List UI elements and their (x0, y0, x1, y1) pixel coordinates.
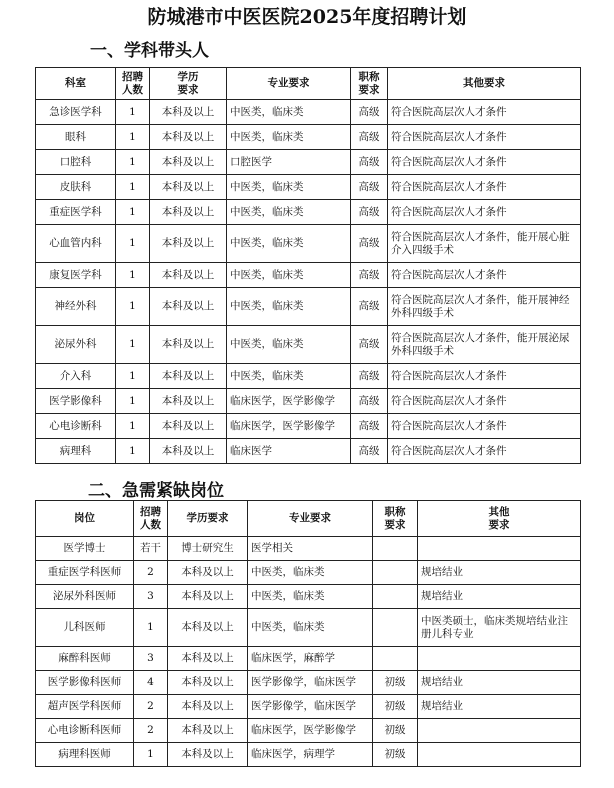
t1-cell: 临床医学 (227, 439, 351, 464)
t1-row (36, 125, 581, 150)
t1-cell: 符合医院高层次人才条件，能开展神经外科四级手术 (388, 288, 581, 326)
t1-cell: 本科及以上 (150, 225, 227, 263)
t2-cell (373, 585, 418, 609)
t2-cell: 博士研究生 (168, 537, 248, 561)
t1-cell: 符合医院高层次人才条件 (388, 175, 581, 200)
t1-cell: 神经外科 (36, 288, 116, 326)
t1-cell: 1 (116, 263, 150, 288)
t1-cell: 高级 (351, 125, 388, 150)
t1-cell: 口腔医学 (227, 150, 351, 175)
t1-cell: 中医类，临床类 (227, 125, 351, 150)
t2-row (36, 561, 581, 585)
t2-cell: 中医类，临床类 (248, 561, 373, 585)
t2-cell: 本科及以上 (168, 671, 248, 695)
t1-header-cell: 科室 (36, 68, 116, 100)
t2-header-cell: 专业要求 (248, 501, 373, 537)
t1-cell: 符合医院高层次人才条件 (388, 364, 581, 389)
t1-header-cell: 专业要求 (227, 68, 351, 100)
t1-cell: 本科及以上 (150, 364, 227, 389)
t1-cell: 高级 (351, 263, 388, 288)
t2-cell: 规培结业 (418, 671, 581, 695)
t1-cell: 本科及以上 (150, 414, 227, 439)
t1-cell: 康复医学科 (36, 263, 116, 288)
t2-cell: 本科及以上 (168, 609, 248, 647)
t1-cell: 1 (116, 288, 150, 326)
t1-cell: 符合医院高层次人才条件，能开展心脏介入四级手术 (388, 225, 581, 263)
t2-cell: 医学相关 (248, 537, 373, 561)
t1-cell: 临床医学，医学影像学 (227, 389, 351, 414)
t1-row (36, 100, 581, 125)
t2-cell: 初级 (373, 743, 418, 767)
t2-cell: 本科及以上 (168, 719, 248, 743)
t2-header-cell: 职称 要求 (373, 501, 418, 537)
t2-cell: 心电诊断科医师 (36, 719, 134, 743)
t2-row (36, 585, 581, 609)
t1-row (36, 263, 581, 288)
t1-cell: 泌尿外科 (36, 326, 116, 364)
t1-row (36, 364, 581, 389)
t1-cell: 1 (116, 326, 150, 364)
t1-header-cell: 职称 要求 (351, 68, 388, 100)
t1-header-cell: 其他要求 (388, 68, 581, 100)
t1-cell: 符合医院高层次人才条件 (388, 125, 581, 150)
t2-row (36, 719, 581, 743)
t1-cell: 本科及以上 (150, 263, 227, 288)
section-heading-discipline-leaders: 一、学科带头人 (90, 41, 209, 61)
t1-row (36, 439, 581, 464)
t1-cell: 本科及以上 (150, 175, 227, 200)
t2-row (36, 537, 581, 561)
t1-cell: 符合医院高层次人才条件 (388, 150, 581, 175)
t2-cell: 本科及以上 (168, 647, 248, 671)
t2-cell: 中医类，临床类 (248, 609, 373, 647)
t1-header-cell: 学历 要求 (150, 68, 227, 100)
t2-cell: 2 (134, 719, 168, 743)
t2-cell: 1 (134, 743, 168, 767)
t1-cell: 中医类，临床类 (227, 364, 351, 389)
t1-cell: 本科及以上 (150, 200, 227, 225)
t2-cell: 临床医学，医学影像学 (248, 719, 373, 743)
t1-cell: 本科及以上 (150, 389, 227, 414)
t2-cell: 若干 (134, 537, 168, 561)
t1-cell: 高级 (351, 100, 388, 125)
t1-cell: 高级 (351, 225, 388, 263)
t1-cell: 1 (116, 150, 150, 175)
t1-cell: 心电诊断科 (36, 414, 116, 439)
t2-header-cell: 其他 要求 (418, 501, 581, 537)
t2-cell: 初级 (373, 671, 418, 695)
t1-cell: 1 (116, 200, 150, 225)
t1-cell: 本科及以上 (150, 288, 227, 326)
t1-cell: 眼科 (36, 125, 116, 150)
t1-cell: 高级 (351, 175, 388, 200)
t2-cell: 3 (134, 647, 168, 671)
t2-header-cell: 学历要求 (168, 501, 248, 537)
t2-cell: 医学影像学，临床医学 (248, 671, 373, 695)
t1-cell: 高级 (351, 439, 388, 464)
t1-row (36, 150, 581, 175)
t1-cell: 临床医学，医学影像学 (227, 414, 351, 439)
t2-cell: 医学影像学，临床医学 (248, 695, 373, 719)
t1-cell: 高级 (351, 364, 388, 389)
t2-cell (373, 561, 418, 585)
t2-cell: 本科及以上 (168, 585, 248, 609)
section-heading-urgent-positions: 二、急需紧缺岗位 (88, 481, 224, 501)
t2-cell: 临床医学，病理学 (248, 743, 373, 767)
t1-cell: 1 (116, 125, 150, 150)
t2-cell: 本科及以上 (168, 743, 248, 767)
t2-row (36, 743, 581, 767)
t1-cell: 符合医院高层次人才条件 (388, 414, 581, 439)
t2-row (36, 647, 581, 671)
t1-cell: 高级 (351, 288, 388, 326)
t1-cell: 符合医院高层次人才条件 (388, 389, 581, 414)
t2-cell: 规培结业 (418, 585, 581, 609)
t1-row (36, 326, 581, 364)
t1-cell: 高级 (351, 200, 388, 225)
t2-cell: 中医类硕士，临床类规培结业注册儿科专业 (418, 609, 581, 647)
t1-cell: 1 (116, 439, 150, 464)
t1-cell: 1 (116, 100, 150, 125)
t1-cell: 中医类，临床类 (227, 326, 351, 364)
t1-cell: 1 (116, 225, 150, 263)
t1-cell: 重症医学科 (36, 200, 116, 225)
t2-cell: 本科及以上 (168, 561, 248, 585)
t1-cell: 中医类，临床类 (227, 100, 351, 125)
t1-cell: 介入科 (36, 364, 116, 389)
t1-row (36, 175, 581, 200)
t2-cell (418, 719, 581, 743)
t2-row (36, 695, 581, 719)
t1-cell: 本科及以上 (150, 326, 227, 364)
t1-header-cell: 招聘 人数 (116, 68, 150, 100)
t1-cell: 高级 (351, 389, 388, 414)
t2-cell (418, 537, 581, 561)
t2-cell: 泌尿外科医师 (36, 585, 134, 609)
t2-cell: 麻醉科医师 (36, 647, 134, 671)
discipline-leaders-table (35, 67, 581, 464)
t1-cell: 符合医院高层次人才条件 (388, 100, 581, 125)
t2-cell: 儿科医师 (36, 609, 134, 647)
t1-cell: 皮肤科 (36, 175, 116, 200)
t1-cell: 中医类，临床类 (227, 225, 351, 263)
t1-cell: 符合医院高层次人才条件 (388, 263, 581, 288)
t1-cell: 1 (116, 175, 150, 200)
t2-header-cell: 岗位 (36, 501, 134, 537)
t2-cell: 3 (134, 585, 168, 609)
t1-row (36, 225, 581, 263)
t2-cell: 2 (134, 695, 168, 719)
t1-cell: 心血管内科 (36, 225, 116, 263)
t1-cell: 中医类，临床类 (227, 263, 351, 288)
t2-cell: 1 (134, 609, 168, 647)
t1-cell: 病理科 (36, 439, 116, 464)
t1-cell: 高级 (351, 150, 388, 175)
t1-cell: 本科及以上 (150, 439, 227, 464)
t1-row (36, 200, 581, 225)
t2-cell (418, 647, 581, 671)
page-title: 防城港市中医医院2025年度招聘计划 (147, 6, 467, 28)
t2-cell: 2 (134, 561, 168, 585)
t1-cell: 医学影像科 (36, 389, 116, 414)
t1-row (36, 288, 581, 326)
t1-cell: 急诊医学科 (36, 100, 116, 125)
t1-cell: 符合医院高层次人才条件，能开展泌尿外科四级手术 (388, 326, 581, 364)
t1-cell: 1 (116, 414, 150, 439)
t2-cell: 4 (134, 671, 168, 695)
t1-cell: 高级 (351, 414, 388, 439)
t2-cell: 医学博士 (36, 537, 134, 561)
t1-cell: 中医类，临床类 (227, 200, 351, 225)
t1-cell: 中医类，临床类 (227, 175, 351, 200)
t2-cell (373, 537, 418, 561)
t2-cell: 初级 (373, 695, 418, 719)
t1-row (36, 414, 581, 439)
t1-cell: 中医类，临床类 (227, 288, 351, 326)
t1-cell: 符合医院高层次人才条件 (388, 200, 581, 225)
t2-cell (418, 743, 581, 767)
t1-cell: 符合医院高层次人才条件 (388, 439, 581, 464)
t2-cell: 初级 (373, 719, 418, 743)
t1-cell: 本科及以上 (150, 125, 227, 150)
t2-header-cell: 招聘 人数 (134, 501, 168, 537)
t2-cell (373, 609, 418, 647)
t1-cell: 本科及以上 (150, 150, 227, 175)
t1-cell: 本科及以上 (150, 100, 227, 125)
t1-cell: 1 (116, 389, 150, 414)
t2-cell: 重症医学科医师 (36, 561, 134, 585)
urgent-positions-table (35, 500, 581, 767)
t1-cell: 口腔科 (36, 150, 116, 175)
t1-cell: 高级 (351, 326, 388, 364)
t2-cell: 规培结业 (418, 695, 581, 719)
t2-row (36, 671, 581, 695)
t2-cell: 医学影像科医师 (36, 671, 134, 695)
t2-cell (373, 647, 418, 671)
t2-row (36, 609, 581, 647)
t2-cell: 中医类，临床类 (248, 585, 373, 609)
t2-cell: 临床医学，麻醉学 (248, 647, 373, 671)
t2-cell: 本科及以上 (168, 695, 248, 719)
t2-cell: 规培结业 (418, 561, 581, 585)
t2-cell: 超声医学科医师 (36, 695, 134, 719)
t1-row (36, 389, 581, 414)
t1-cell: 1 (116, 364, 150, 389)
t2-cell: 病理科医师 (36, 743, 134, 767)
